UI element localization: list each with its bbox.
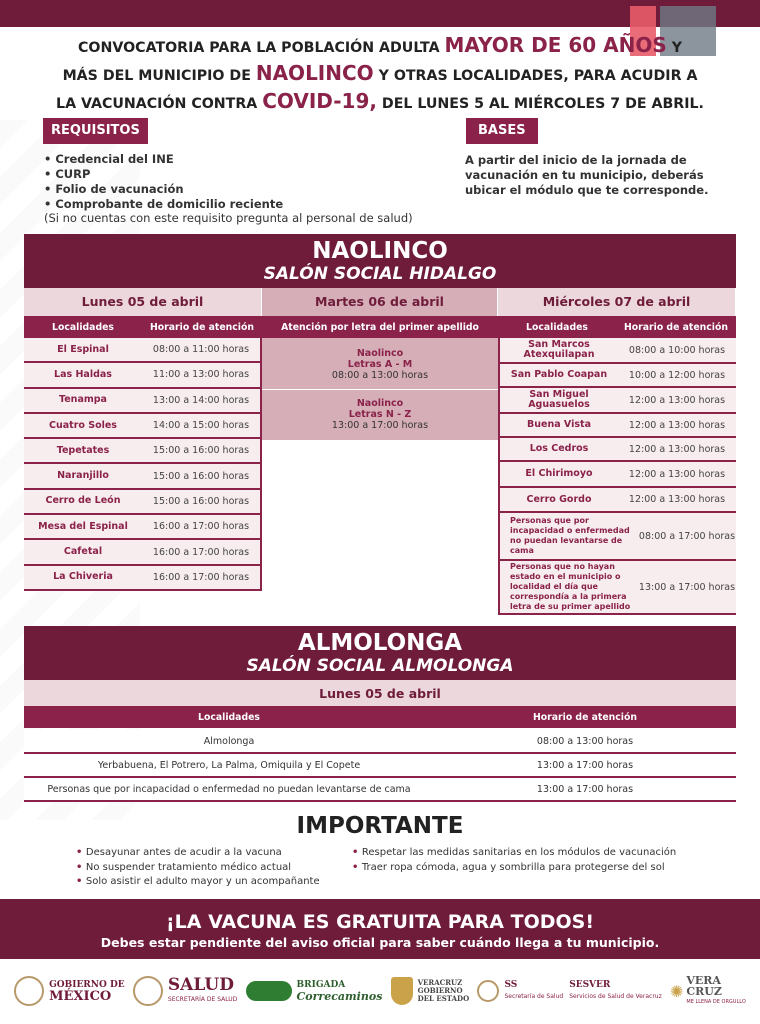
schedule-cell: 12:00 a 13:00 horas	[628, 419, 726, 431]
miercoles-subhead: Localidades Horario de atención	[498, 316, 736, 338]
footer-note: Debes estar pendiente del aviso oficial para saber cuándo llega a tu municipio.	[100, 935, 660, 950]
lunes-column	[24, 288, 262, 591]
table-row	[498, 488, 736, 513]
logo-veracruz-orgullo: ✺ VERA CRUZ ME LLENA DE ORGULLO	[669, 973, 746, 1005]
naolinco-title: NAOLINCO	[312, 238, 448, 264]
location-cell: La Chiveria	[53, 571, 113, 583]
bases-text: A partir del inicio de la jornada de vacunación en tu municipio, deberás ubicar el módulo que te corresponde.	[465, 153, 709, 197]
logos-bar	[0, 966, 760, 1016]
special-row-ausentes: Personas que no hayan estado en el municipio o localidad el día que correspondía a la primera letra de su primer apellido 13:00 a 17:00 horas	[498, 561, 736, 615]
schedule-cell: 12:00 a 13:00 horas	[628, 468, 726, 480]
table-row	[498, 364, 736, 388]
schedule-cell: 08:00 a 10:00 horas	[628, 344, 726, 356]
lunes-day: Lunes 05 de abril	[24, 288, 262, 316]
location-cell: Buena Vista	[527, 419, 591, 430]
schedule-cell: 12:00 a 13:00 horas	[628, 443, 726, 455]
table-row	[498, 462, 736, 488]
logo-ss-sesver: SS Secretaría de Salud SESVER Servicios de Salud de Veracruz	[477, 979, 661, 1003]
schedule-cell: 12:00 a 13:00 horas	[628, 394, 726, 406]
special-row-incapacidad: Personas que por incapacidad o enfermedad no puedan levantarse de cama 08:00 a 17:00 horas	[498, 513, 736, 561]
miercoles-day: Miércoles 07 de abril	[498, 288, 736, 316]
headline: CONVOCATORIA PARA LA POBLACIÓN ADULTA MAYOR DE 60 AÑOS Y MÁS DEL MUNICIPIO DE NAOLINCO Y OTRAS LOCALIDADES, PARA ACUDIR A LA VACUNACIÓN CONTRA COVID-19, DEL LUNES 5 AL MIÉRCOLES 7 DE ABRIL.	[56, 33, 704, 113]
table-row	[24, 490, 262, 515]
logo-veracruz-gobierno: VERACRUZ GOBIERNO DEL ESTADO	[391, 977, 470, 1005]
footer-slogan: ¡LA VACUNA ES GRATUITA PARA TODOS!	[165, 911, 595, 933]
schedule-cell: 10:00 a 12:00 horas	[628, 369, 726, 381]
table-row	[24, 389, 262, 414]
schedule-cell: 13:00 a 17:00 horas	[536, 759, 634, 771]
requisitos-note: (Si no cuentas con este requisito pregunta al personal de salud)	[44, 211, 413, 225]
importante-title: IMPORTANTE	[296, 813, 464, 839]
location-cell: Cerro de León	[45, 495, 121, 507]
veracruz-shield-icon	[391, 977, 413, 1005]
schedule-cell: 15:00 a 16:00 horas	[152, 470, 250, 482]
location-cell: San Pablo Coapan	[510, 369, 608, 380]
footer-band	[0, 899, 760, 959]
location-cell: Personas que por incapacidad o enfermedad no puedan levantarse de cama	[47, 783, 411, 795]
importante-list-right	[352, 846, 676, 875]
location-cell: Tepetates	[56, 444, 110, 456]
location-cell: Cerro Gordo	[526, 493, 592, 505]
almolonga-day: Lunes 05 de abril	[24, 680, 736, 708]
schedule-cell: 12:00 a 13:00 horas	[628, 494, 726, 505]
list-item: • Comprobante de domicilio reciente	[44, 197, 283, 212]
logo-salud: SALUD SECRETARÍA DE SALUD	[133, 976, 237, 1006]
table-row	[24, 338, 262, 363]
location-cell: Cafetal	[63, 546, 103, 558]
table-row	[498, 414, 736, 438]
table-row	[498, 438, 736, 462]
schedule-cell: 11:00 a 13:00 horas	[152, 369, 250, 381]
eagle-emblem-icon	[14, 976, 44, 1006]
location-cell: Las Haldas	[54, 368, 112, 380]
logo-gobierno-mexico: GOBIERNO DE MÉXICO	[14, 976, 125, 1006]
martes-column	[262, 288, 498, 440]
schedule-cell: 16:00 a 17:00 horas	[152, 546, 250, 558]
schedule-cell: 15:00 a 16:00 horas	[152, 495, 250, 507]
table-row	[24, 439, 262, 464]
location-cell: Tenampa	[59, 394, 107, 406]
almolonga-subhead: Localidades Horario de atención	[24, 706, 736, 728]
schedule-cell: 16:00 a 17:00 horas	[152, 571, 250, 583]
table-row	[498, 338, 736, 364]
location-cell: El Chirimoyo	[525, 468, 593, 479]
schedule-cell: 13:00 a 14:00 horas	[152, 394, 250, 406]
miercoles-column	[498, 288, 736, 615]
list-item: • Respetar las medidas sanitarias en los módulos de vacunación	[352, 846, 676, 861]
table-row	[24, 464, 262, 489]
table-row	[24, 754, 736, 778]
requisitos-tag: REQUISITOS	[43, 118, 148, 144]
eagle-emblem-icon	[133, 976, 163, 1006]
almolonga-venue: SALÓN SOCIAL ALMOLONGA	[246, 656, 514, 676]
schedule-cell: 15:00 a 16:00 horas	[152, 445, 250, 457]
schedule-cell: 16:00 a 17:00 horas	[152, 521, 250, 533]
martes-subhead: Atención por letra del primer apellido	[262, 316, 498, 338]
star-icon: ✺	[669, 981, 684, 1001]
naolinco-header	[24, 234, 736, 288]
table-row	[24, 414, 262, 439]
table-row	[24, 515, 262, 540]
requisitos-list	[44, 152, 283, 212]
naolinco-venue: SALÓN SOCIAL HIDALGO	[263, 264, 497, 284]
location-cell: Almolonga	[203, 735, 255, 747]
martes-block-n-z: Naolinco Letras N - Z 13:00 a 17:00 horas	[262, 390, 498, 440]
martes-block-a-m: Naolinco Letras A - M 08:00 a 13:00 horas	[262, 338, 498, 390]
schedule-cell: 08:00 a 11:00 horas	[152, 344, 250, 356]
logo-brigada-correcaminos: BRIGADA Correcaminos	[246, 979, 383, 1003]
table-row	[24, 778, 736, 802]
list-item: • Credencial del INE	[44, 152, 283, 167]
location-cell: El Espinal	[57, 343, 109, 355]
location-cell: Yerbabuena, El Potrero, La Palma, Omiquila y El Copete	[97, 759, 361, 771]
location-cell: Cuatro Soles	[49, 419, 117, 431]
seal-icon	[477, 980, 499, 1002]
table-row	[498, 388, 736, 414]
table-row	[24, 363, 262, 388]
schedule-cell: 08:00 a 13:00 horas	[536, 735, 634, 747]
location-cell: Naranjillo	[57, 470, 109, 482]
martes-day: Martes 06 de abril	[262, 288, 498, 316]
location-cell: San Marcos Atexquilapan	[523, 339, 595, 360]
location-cell: San Miguel Aguasuelos	[528, 389, 590, 410]
importante-list-left	[76, 846, 320, 890]
list-item: • No suspender tratamiento médico actual	[76, 861, 320, 876]
list-item: • Solo asistir el adulto mayor y un acompañante	[76, 875, 320, 890]
list-item: • Traer ropa cómoda, agua y sombrilla para protegerse del sol	[352, 861, 676, 876]
lunes-subhead: Localidades Horario de atención	[24, 316, 262, 338]
table-row	[24, 540, 262, 565]
table-row	[24, 730, 736, 754]
list-item: • Folio de vacunación	[44, 182, 283, 197]
schedule-cell: 13:00 a 17:00 horas	[536, 783, 634, 795]
almolonga-header	[24, 626, 736, 680]
table-row	[24, 566, 262, 591]
location-cell: Mesa del Espinal	[38, 520, 128, 532]
almolonga-title: ALMOLONGA	[297, 630, 463, 656]
roadrunner-icon	[246, 981, 292, 1001]
bases-tag: BASES	[466, 118, 538, 144]
list-item: • Desayunar antes de acudir a la vacuna	[76, 846, 320, 861]
list-item: • CURP	[44, 167, 283, 182]
location-cell: Los Cedros	[529, 443, 589, 454]
schedule-cell: 14:00 a 15:00 horas	[152, 420, 250, 432]
